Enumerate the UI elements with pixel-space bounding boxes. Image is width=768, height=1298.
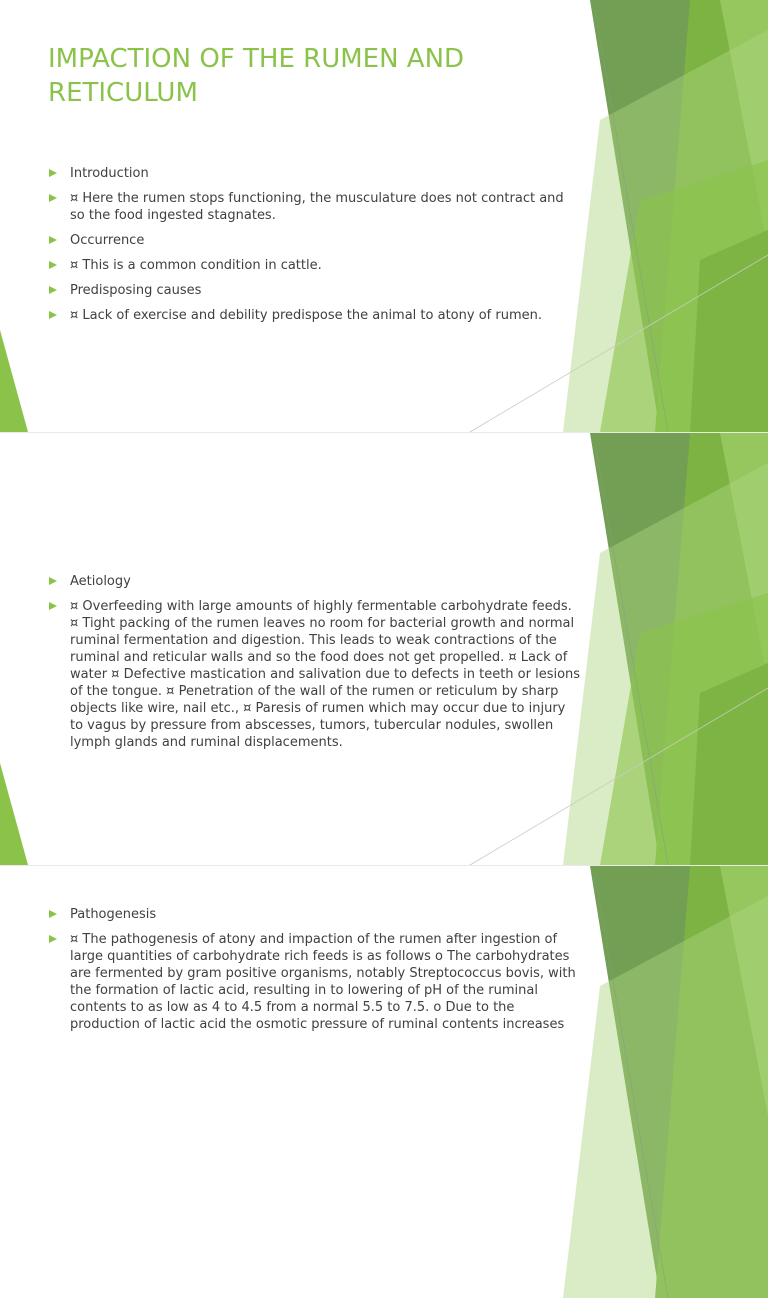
slide-3 xyxy=(0,866,768,1032)
bullet-list xyxy=(48,906,582,1041)
list-item: ¤ Here the rumen stops functioning, the musculature does not contract and so the food ingested stagnates. xyxy=(48,190,582,224)
bullet-arrow-icon xyxy=(49,935,57,943)
list-item: Occurrence xyxy=(48,232,582,249)
slide-2 xyxy=(0,433,768,865)
bullet-arrow-icon xyxy=(49,286,57,294)
bullet-arrow-icon xyxy=(49,577,57,585)
list-item: Predisposing causes xyxy=(48,282,582,299)
list-item: Aetiology xyxy=(48,573,582,590)
bullet-arrow-icon xyxy=(49,602,57,610)
bullet-arrow-icon xyxy=(49,236,57,244)
bullet-arrow-icon xyxy=(49,261,57,269)
bullet-list xyxy=(48,165,582,332)
list-item: ¤ The pathogenesis of atony and impaction of the rumen after ingestion of large quantities of carbohydrate rich feeds is as follows o The carbohydrates are fermented by gram positive organisms, notably Streptococcus bovis, with the formation of lactic acid, resulting in to lowering of pH of the ruminal contents to as low as 4 to 4.5 from a normal 5.5 to 7.5. o Due to the production of lactic acid the osmotic pressure of ruminal contents increases xyxy=(48,931,582,1033)
list-item: Pathogenesis xyxy=(48,906,582,923)
slide-title: IMPACTION OF THE RUMEN AND RETICULUM xyxy=(48,44,465,108)
list-item: Introduction xyxy=(48,165,582,182)
bullet-arrow-icon xyxy=(49,169,57,177)
bullet-arrow-icon xyxy=(49,910,57,918)
bullet-arrow-icon xyxy=(49,194,57,202)
list-item: ¤ Overfeeding with large amounts of highly fermentable carbohydrate feeds. ¤ Tight packing of the rumen leaves no room for bacterial growth and normal ruminal fermentation and digestion. This leads to weak contractions of the ruminal and reticular walls and so the food does not get propelled. ¤ Lack of water ¤ Defective mastication and salivation due to defects in teeth or lesions of the tongue. ¤ Penetration of the wall of the rumen or reticulum by sharp objects like wire, nail etc., ¤ Paresis of rumen which may occur due to injury to vagus by pressure from abscesses, tumors, tubercular nodules, swollen lymph glands and ruminal displacements. xyxy=(48,598,582,751)
bullet-arrow-icon xyxy=(49,311,57,319)
bullet-list xyxy=(48,573,582,759)
slide-1 xyxy=(0,0,768,432)
list-item: ¤ Lack of exercise and debility predispose the animal to atony of rumen. xyxy=(48,307,582,324)
list-item: ¤ This is a common condition in cattle. xyxy=(48,257,582,274)
